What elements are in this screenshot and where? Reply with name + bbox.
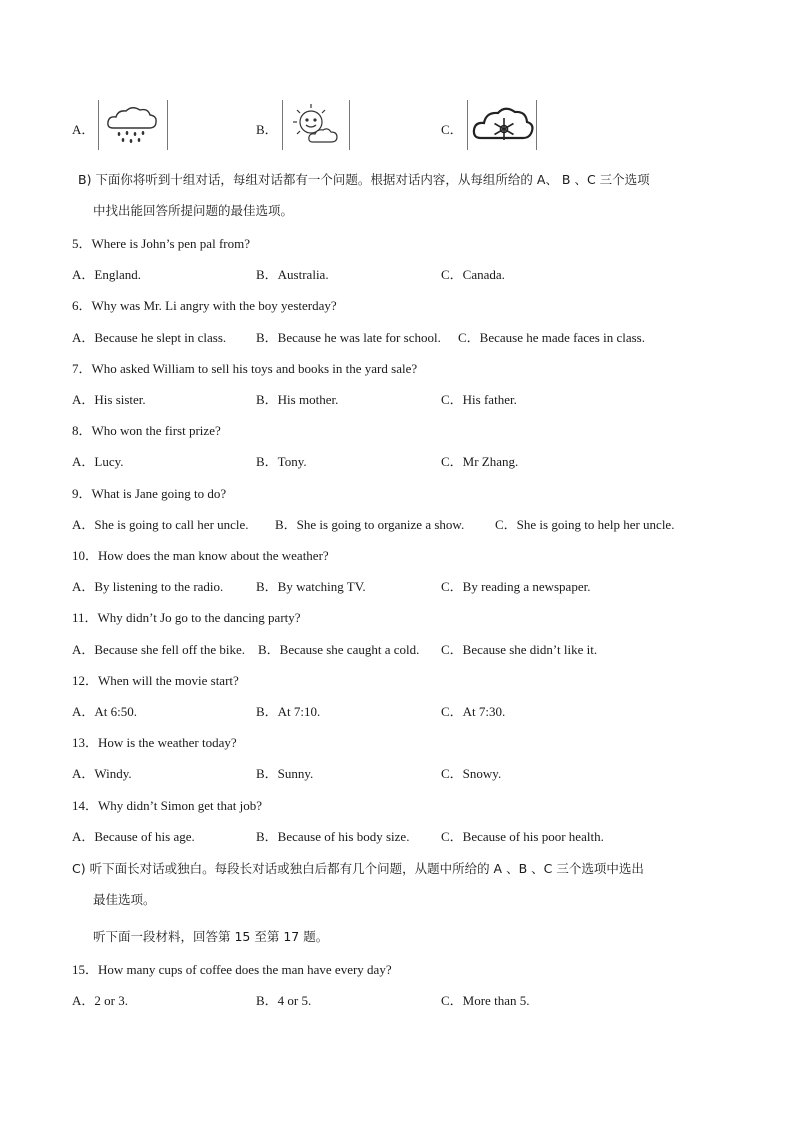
option-b[interactable]: B．Because he was late for school. <box>256 330 441 345</box>
snow-cloud-icon <box>467 100 537 150</box>
option-b[interactable]: B．Sunny. <box>256 766 314 781</box>
option-c[interactable]: C．Snowy. <box>441 766 502 781</box>
options-10 <box>72 576 732 592</box>
option-b[interactable]: B．She is going to organize a show. <box>275 517 465 532</box>
option-c[interactable]: C．Mr Zhang. <box>441 454 519 469</box>
option-b[interactable]: B．Because she caught a cold. <box>258 642 420 657</box>
options-5 <box>72 264 732 280</box>
options-14 <box>72 826 732 842</box>
options-13 <box>72 763 732 779</box>
option-b[interactable]: B．His mother. <box>256 392 339 407</box>
option-b[interactable]: B．4 or 5. <box>256 993 312 1008</box>
question-8: 8．Who won the first prize? <box>72 423 221 438</box>
option-c[interactable]: C．Canada. <box>441 267 505 282</box>
question-11: 11．Why didn’t Jo go to the dancing party? <box>72 610 301 625</box>
question-5: 5．Where is John’s pen pal from? <box>72 236 250 251</box>
option-c[interactable]: C．Because he made faces in class. <box>458 330 645 345</box>
options-9 <box>72 514 732 530</box>
option-c[interactable]: C．Because she didn’t like it. <box>441 642 598 657</box>
options-12 <box>72 701 732 717</box>
section-c-material-note: 听下面一段材料，回答第 15 至第 17 题。 <box>93 929 329 944</box>
options-11 <box>72 639 732 655</box>
question-7: 7．Who asked William to sell his toys and books in the yard sale? <box>72 361 418 376</box>
option-b[interactable]: B．Australia. <box>256 267 329 282</box>
options-15 <box>72 990 732 1006</box>
rain-cloud-icon <box>98 100 168 150</box>
options-6 <box>72 327 732 343</box>
sun-cloud-icon <box>282 100 350 150</box>
option-c[interactable]: C．Because of his poor health. <box>441 829 604 844</box>
option-a[interactable]: A．By listening to the radio. <box>72 579 224 594</box>
picture-options-row <box>72 100 732 154</box>
option-b[interactable]: B．Because of his body size. <box>256 829 410 844</box>
section-c-instructions-line2: 最佳选项。 <box>93 892 156 907</box>
option-c[interactable]: C．She is going to help her uncle. <box>495 517 675 532</box>
option-c[interactable]: C．His father. <box>441 392 517 407</box>
option-a[interactable]: A．Lucy. <box>72 454 124 469</box>
option-a[interactable]: A．2 or 3. <box>72 993 128 1008</box>
option-c[interactable]: C．By reading a newspaper. <box>441 579 591 594</box>
option-a[interactable]: A．She is going to call her uncle. <box>72 517 249 532</box>
question-13: 13．How is the weather today? <box>72 735 237 750</box>
section-b-instructions-line1: B) 下面你将听到十组对话，每组对话都有一个问题。根据对话内容，从每组所给的 A、 B 、C 三个选项 <box>78 172 650 187</box>
option-b[interactable]: B．At 7:10. <box>256 704 321 719</box>
option-b[interactable]: B．By watching TV. <box>256 579 366 594</box>
option-label: C． <box>441 122 463 137</box>
option-label: B． <box>256 122 278 137</box>
options-8 <box>72 451 732 467</box>
option-a[interactable]: A．At 6:50. <box>72 704 138 719</box>
option-c[interactable]: C．More than 5. <box>441 993 530 1008</box>
option-a[interactable]: A．Because he slept in class. <box>72 330 227 345</box>
question-12: 12．When will the movie start? <box>72 673 239 688</box>
option-label: A． <box>72 122 95 137</box>
option-b[interactable]: B．Tony. <box>256 454 307 469</box>
section-c-instructions-line1: C) 听下面长对话或独白。每段长对话或独白后都有几个问题，从题中所给的 A 、B 、C 三个选项中选出 <box>72 861 644 876</box>
question-6: 6．Why was Mr. Li angry with the boy yesterday? <box>72 298 337 313</box>
question-10: 10．How does the man know about the weather? <box>72 548 329 563</box>
question-9: 9．What is Jane going to do? <box>72 486 227 501</box>
options-7 <box>72 389 732 405</box>
option-c[interactable]: C．At 7:30. <box>441 704 506 719</box>
option-a[interactable]: A．His sister. <box>72 392 146 407</box>
option-a[interactable]: A．Windy. <box>72 766 132 781</box>
question-14: 14．Why didn’t Simon get that job? <box>72 798 263 813</box>
section-b-instructions-line2: 中找出能回答所提问题的最佳选项。 <box>93 203 294 218</box>
option-a[interactable]: A．Because she fell off the bike. <box>72 642 246 657</box>
option-a[interactable]: A．Because of his age. <box>72 829 195 844</box>
option-a[interactable]: A．England. <box>72 267 141 282</box>
question-15: 15．How many cups of coffee does the man have every day? <box>72 962 392 977</box>
